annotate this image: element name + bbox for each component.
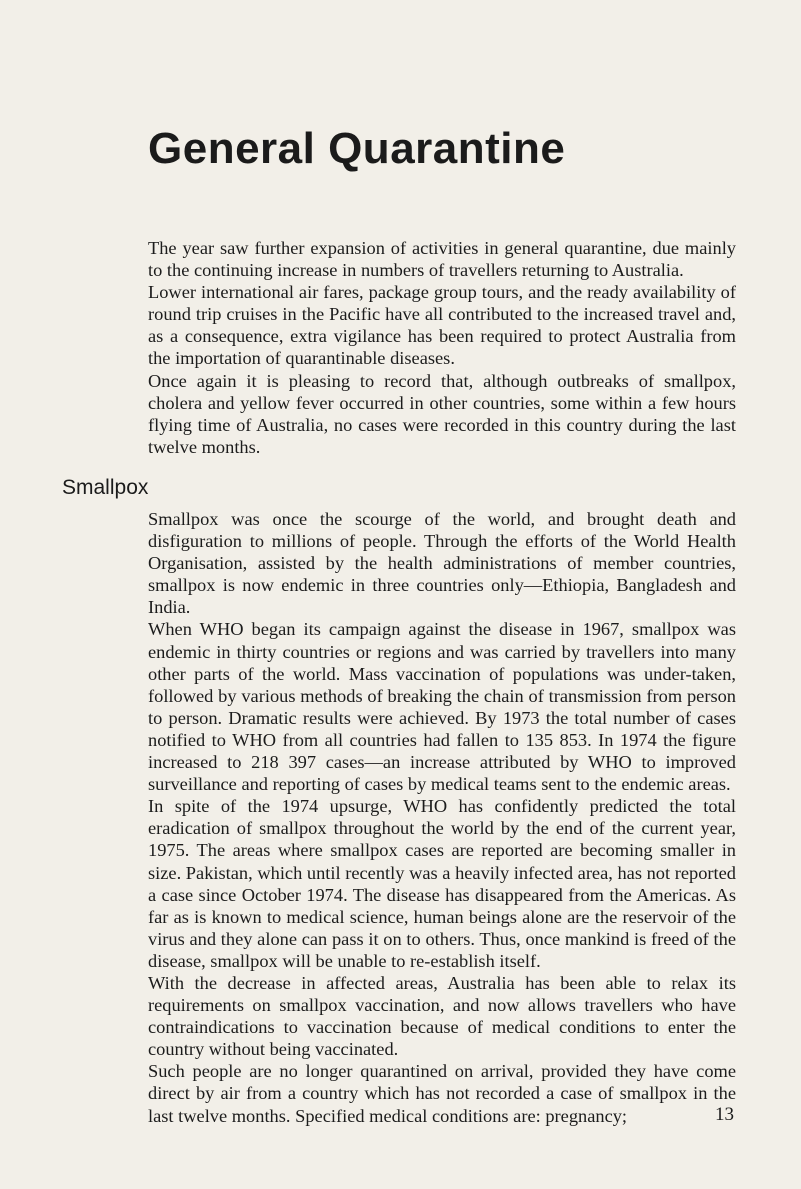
paragraph: In spite of the 1974 upsurge, WHO has confidently predicted the total eradication of smallpox throughout the world by the end of the current year, 1975. The areas where smallpox cases are reported are becoming smaller in size. Pakistan, which until recently was a heavily infected area, has not reported a case since October 1974. The disease has disappeared from the Americas. As far as is known to medical science, human beings alone are the reservoir of the virus and they alone can pass it on to others. Thus, once mankind is freed of the disease, smallpox will be unable to re-establish itself.: [148, 796, 736, 971]
paragraph: Lower international air fares, package group tours, and the ready availability of round trip cruises in the Pacific have all contributed to the increased travel and, as a consequence, extra vigilance has been required to protect Australia from the importation of quarantinable diseases.: [148, 282, 736, 369]
page-number: 13: [715, 1104, 734, 1125]
paragraph: Once again it is pleasing to record that, although outbreaks of smallpox, cholera and yellow fever occurred in other countries, some within a few hours flying time of Australia, no cases were recorded in this country during the last twelve months.: [148, 370, 736, 457]
paragraph: Smallpox was once the scourge of the world, and brought death and disfiguration to millions of people. Through the efforts of the World Health Organisation, assisted by the health administrations of member countries, smallpox is now endemic in three countries only—Ethiopia, Bangladesh and India.: [148, 509, 736, 618]
page-title: General Quarantine: [148, 124, 566, 173]
paragraph: The year saw further expansion of activities in general quarantine, due mainly to the continuing increase in numbers of travellers returning to Australia.: [148, 238, 736, 281]
paragraph: With the decrease in affected areas, Australia has been able to relax its requirements on smallpox vaccination, and now allows travellers who have contraindications to vaccination because of medical conditions to enter the country without being vaccinated.: [148, 972, 736, 1060]
intro-text: [148, 237, 736, 458]
smallpox-section-text: [148, 508, 736, 1127]
paragraph: When WHO began its campaign against the disease in 1967, smallpox was endemic in thirty countries or regions and was carried by travellers into many other parts of the world. Mass vaccination of populations was under-taken, followed by various methods of breaking the chain of transmission from person to person. Dramatic results were achieved. By 1973 the total number of cases notified to WHO from all countries had fallen to 135 853. In 1974 the figure increased to 218 397 cases—an increase attributed by WHO to improved surveillance and reporting of cases by medical teams sent to the endemic areas.: [148, 619, 736, 795]
section-heading-smallpox: Smallpox: [62, 476, 149, 499]
paragraph: Such people are no longer quarantined on arrival, provided they have come direct by air from a country which has not recorded a case of smallpox in the last twelve months. Specified medical conditions are: pregnancy;: [148, 1061, 736, 1126]
